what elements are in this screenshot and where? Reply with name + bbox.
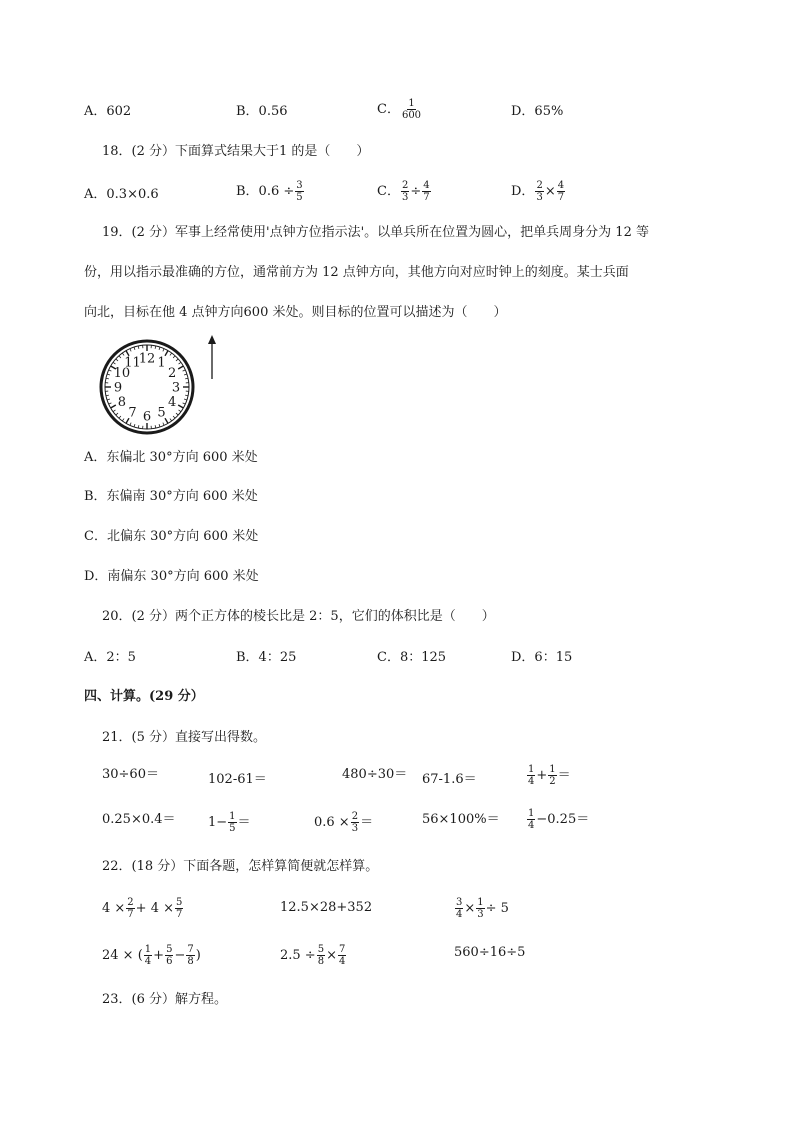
operator: + (153, 948, 165, 963)
q21-expr (526, 764, 571, 787)
fraction (535, 180, 543, 203)
denominator: 3 (351, 823, 359, 834)
q20-stem: 20．(2 分）两个正方体的棱长比是 2：5，它们的体积比是（ ） (102, 609, 495, 624)
clock-tick (179, 362, 181, 364)
denominator: 5 (229, 823, 236, 834)
clock-tick (113, 410, 115, 412)
clock-tick (119, 416, 121, 418)
fraction (401, 98, 422, 121)
clock-tick (170, 353, 172, 355)
clock-tick (107, 374, 110, 375)
numerator: 7 (187, 944, 194, 955)
clock-tick (122, 419, 124, 421)
q23-stem: 23．(6 分）解方程。 (102, 992, 228, 1007)
clock-number: 10 (113, 366, 131, 381)
operator: − (174, 948, 186, 963)
q19-option-d: D．南偏东 30°方向 600 米处 (84, 569, 259, 584)
q20-option-a: A．2：5 (84, 650, 136, 665)
clock-number: 6 (142, 409, 152, 425)
q20-option-d: D．6：15 (511, 650, 573, 665)
fraction (401, 180, 409, 203)
clock-tick (176, 359, 178, 361)
clock-number: 9 (113, 380, 123, 396)
option-label: D． (511, 184, 535, 199)
expr-text: ÷ 5 (485, 901, 509, 916)
expr-text: 2.5 ÷ (280, 948, 316, 963)
q18-stem: 18．(2 分）下面算式结果大于1 的是（ ） (102, 144, 370, 159)
denominator: 6 (166, 956, 173, 967)
fraction (476, 897, 484, 920)
numerator: 1 (229, 811, 236, 822)
q21-expr: 67-1.6＝ (422, 772, 477, 787)
clock-tick (163, 423, 164, 426)
clock-tick (109, 370, 112, 371)
q22-expr: 560÷16÷5 (454, 945, 526, 960)
q22-expr (454, 897, 509, 920)
clock-tick (176, 413, 178, 415)
denominator: 600 (401, 110, 422, 121)
numerator: 5 (317, 944, 325, 955)
numerator: 1 (144, 944, 152, 955)
clock-tick (106, 378, 109, 379)
option-label: C． (377, 184, 400, 199)
clock-tick (138, 425, 139, 428)
clock-tick (159, 347, 160, 350)
clock-tick (173, 356, 175, 358)
q21-stem: 21．(5 分）直接写出得数。 (102, 730, 267, 745)
expr-text: + 4 × (135, 901, 174, 916)
fraction (527, 764, 535, 787)
fraction (144, 944, 152, 967)
numerator: 3 (296, 180, 303, 191)
denominator: 3 (401, 192, 409, 203)
numerator: 2 (351, 811, 359, 822)
expr-text: B．0.6 ÷ (236, 184, 295, 199)
clock-tick (184, 399, 187, 400)
option-label: C． (377, 102, 400, 117)
operator: ÷ (410, 184, 422, 199)
equals: ＝ (557, 768, 571, 783)
denominator: 4 (144, 956, 152, 967)
q17-option-c (377, 98, 423, 121)
numerator: 5 (176, 897, 183, 908)
fraction (295, 180, 303, 203)
expr-text: −0.25＝ (536, 812, 590, 827)
equals: ＝ (237, 815, 251, 830)
fraction (338, 944, 346, 967)
fraction (548, 764, 556, 787)
expr-text: ) (195, 948, 201, 963)
fraction (527, 808, 535, 831)
denominator: 8 (317, 956, 325, 967)
clock-tick (134, 424, 135, 427)
denominator: 4 (528, 776, 535, 787)
clock-tick (179, 410, 181, 412)
north-arrow-icon (204, 335, 220, 381)
clock-tick (178, 366, 183, 369)
clock-tick (116, 413, 118, 415)
expr-text: 1− (208, 815, 228, 830)
clock-tick (138, 346, 139, 349)
denominator: 7 (127, 909, 134, 920)
clock-number: 5 (157, 405, 166, 421)
denominator: 8 (187, 956, 194, 967)
numerator: 1 (528, 808, 535, 819)
q17-option-b: B．0.56 (236, 104, 288, 119)
q21-expr: 56×100%＝ (422, 812, 500, 827)
q21-expr: 30÷60＝ (102, 767, 159, 782)
numerator: 2 (127, 897, 134, 908)
fraction (126, 897, 134, 920)
denominator: 4 (528, 820, 535, 831)
q19-stem-line2: 份，用以指示最准确的方位，通常前方为 12 点钟方向，其他方向对应时钟上的刻度。某士兵面 (84, 265, 629, 280)
numerator: 2 (536, 180, 543, 191)
clock-tick (116, 359, 118, 361)
denominator: 7 (557, 192, 565, 203)
expr-text: 24 × ( (102, 948, 143, 963)
q17-option-a: A．602 (84, 104, 132, 119)
q21-expr: 0.25×0.4＝ (102, 812, 176, 827)
clock-number: 3 (171, 380, 181, 396)
section-heading: 四、计算。(29 分） (84, 689, 204, 704)
clock-tick (107, 399, 110, 400)
clock-tick (178, 405, 183, 408)
denominator: 7 (176, 909, 183, 920)
clock-tick (109, 403, 112, 404)
q19-option-c: C．北偏东 30°方向 600 米处 (84, 529, 259, 544)
operator: × (544, 184, 556, 199)
q17-option-d: D．65% (511, 104, 564, 119)
fraction (165, 944, 173, 967)
clock-number: 12 (138, 351, 156, 367)
clock-diagram (98, 338, 196, 436)
fraction (557, 180, 565, 203)
clock-tick (130, 423, 131, 426)
q19-option-a: A．东偏北 30°方向 600 米处 (84, 450, 258, 465)
clock-tick (155, 346, 156, 349)
clock-number: 11 (124, 355, 141, 371)
numerator: 1 (408, 98, 415, 109)
q19-option-b: B．东偏南 30°方向 600 米处 (84, 489, 258, 504)
denominator: 3 (477, 909, 484, 920)
clock-tick (111, 405, 116, 408)
clock-tick (106, 395, 109, 396)
denominator: 3 (536, 192, 543, 203)
clock-tick (170, 419, 172, 421)
q21-expr: 102-61＝ (208, 772, 267, 787)
clock-tick (185, 395, 188, 396)
clock-tick (183, 370, 186, 371)
q21-expr (208, 811, 251, 834)
q18-option-b (236, 180, 305, 203)
q22-stem: 22．(18 分）下面各题，怎样算简便就怎样算。 (102, 859, 379, 874)
denominator: 4 (338, 956, 346, 967)
numerator: 2 (401, 180, 409, 191)
fraction (186, 944, 194, 967)
q20-option-c: C．8：125 (377, 650, 447, 665)
clock-tick (159, 424, 160, 427)
clock-tick (173, 416, 175, 418)
numerator: 1 (528, 764, 535, 775)
clock-tick (113, 362, 115, 364)
numerator: 3 (456, 897, 463, 908)
q20-option-b: B．4：25 (236, 650, 297, 665)
clock-number: 8 (117, 395, 127, 410)
numerator: 7 (338, 944, 346, 955)
q22-expr (280, 944, 347, 967)
clock-tick (130, 349, 131, 352)
q19-stem-line3: 向北，目标在他 4 点钟方向600 米处。则目标的位置可以描述为（ ） (84, 305, 507, 320)
fraction (351, 811, 359, 834)
clock-tick (185, 378, 188, 379)
fraction (228, 811, 236, 834)
clock-tick (184, 374, 187, 375)
denominator: 2 (549, 776, 556, 787)
q22-expr (102, 944, 201, 967)
clock-tick (134, 347, 135, 350)
q22-expr: 12.5×28+352 (280, 900, 373, 915)
q22-expr (102, 897, 184, 920)
q18-option-c (377, 180, 432, 203)
fraction (455, 897, 463, 920)
clock-tick (119, 356, 121, 358)
q19-stem-line1: 19．(2 分）军事上经常使用'点钟方位指示法'。以单兵所在位置为圆心，把单兵周身分为 12 等 (102, 225, 649, 240)
clock-tick (155, 425, 156, 428)
clock-number: 4 (167, 395, 177, 410)
fraction (175, 897, 183, 920)
equals: ＝ (360, 815, 374, 830)
operator: × (464, 901, 476, 916)
operator: × (326, 948, 337, 963)
denominator: 7 (423, 192, 430, 203)
q18-option-a: A．0.3×0.6 (84, 187, 159, 202)
q21-expr (314, 811, 373, 834)
denominator: 4 (456, 909, 463, 920)
clock-number: 2 (167, 366, 177, 381)
q18-option-d (511, 180, 566, 203)
expr-text: 4 × (102, 901, 126, 916)
clock-numbers (114, 352, 181, 425)
denominator: 5 (296, 192, 303, 203)
clock-number: 7 (128, 405, 137, 421)
clock-number: 1 (157, 355, 166, 371)
operator: + (536, 768, 548, 783)
q21-expr (526, 808, 589, 831)
fraction (422, 180, 430, 203)
fraction (317, 944, 325, 967)
numerator: 1 (477, 897, 484, 908)
clock-tick (183, 403, 186, 404)
numerator: 1 (549, 764, 556, 775)
numerator: 4 (557, 180, 565, 191)
clock-tick (163, 349, 164, 352)
expr-text: 0.6 × (314, 815, 350, 830)
numerator: 4 (423, 180, 430, 191)
numerator: 5 (166, 944, 173, 955)
q21-expr: 480÷30＝ (342, 767, 408, 782)
